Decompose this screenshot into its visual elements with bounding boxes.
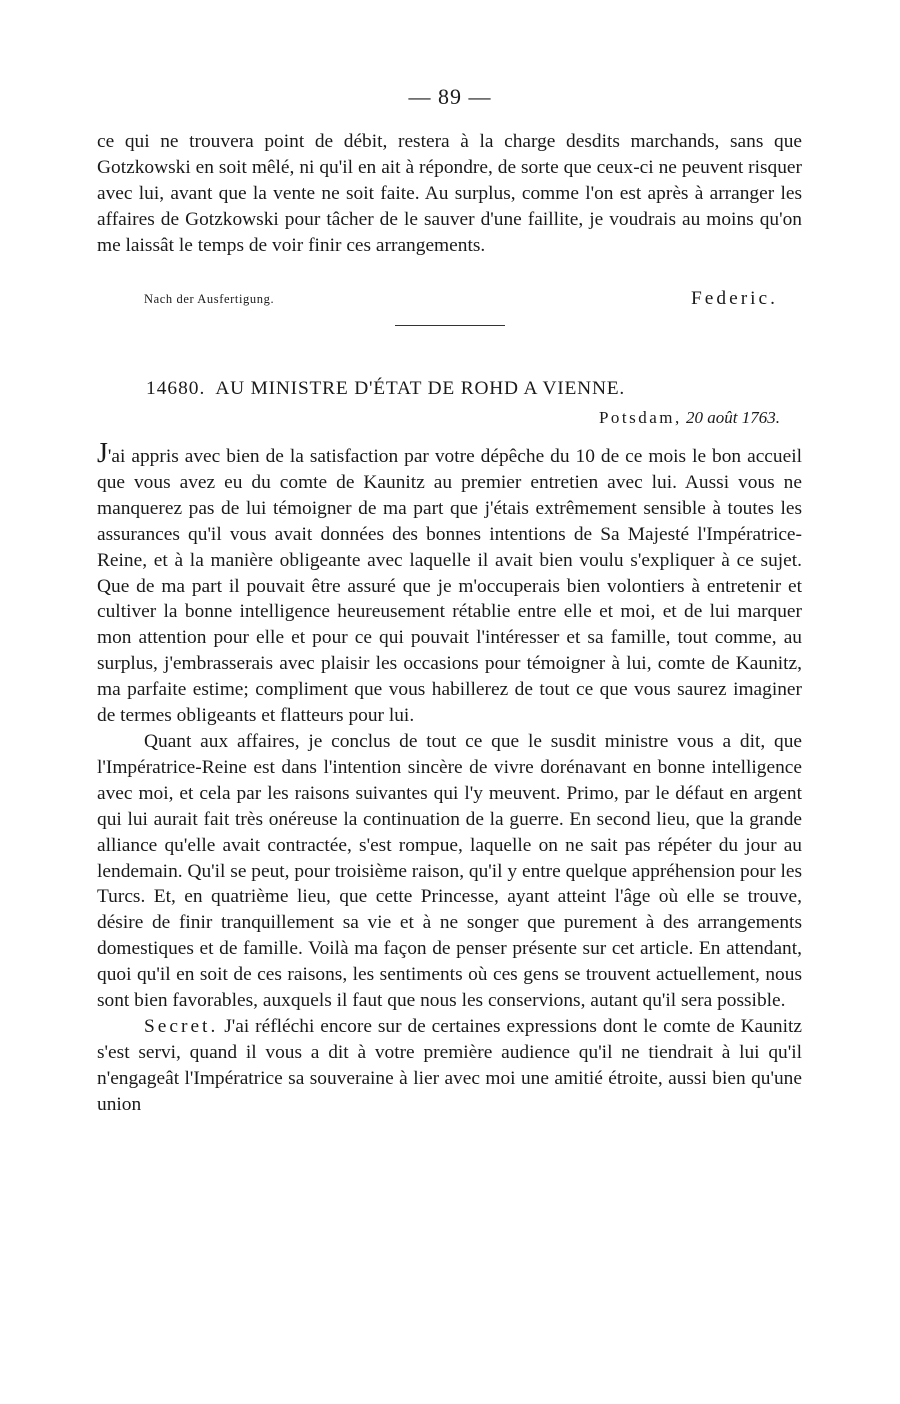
- text-line: faite. Au surplus, comme l'on est après à arranger les affaires de: [97, 182, 802, 230]
- text-line: Gotzkowski pour tâcher de le sauver d'une faillite, je voudrais au moins: [185, 208, 754, 230]
- text-line: sans que Gotzkowski en soit mêlé, ni qu'il en ait à répondre, de sorte: [97, 131, 802, 178]
- paragraph-text: J'ai réfléchi encore sur de certaines expressions dont le comte de Kaunitz s'est servi, quand il vous a dit à votre première audience qu'il ne tiendrait à lui qu'il n'engageât l'Impératrice sa souveraine à lier avec moi une amitié étroite, aussi bien qu'une union: [97, 1015, 802, 1115]
- letter-body: [97, 440, 802, 1118]
- letter-paragraph: [97, 1014, 802, 1118]
- dateline-date: 20 août 1763.: [686, 408, 780, 427]
- paragraph-text: 'ai appris avec bien de la satisfaction par votre dépêche du 10 de ce mois le bon accueil que vous avez eu du comte de Kaunitz au premier entretien avec lui. Aussi vous ne manquerez pas de lui témoigner de ma part que j'étais extrêmement sensible à toutes les assurances qu'il vous avait données des bonnes intentions de Sa Majesté l'Impératrice-Reine, et à la manière obligeante avec laquelle il avait bien voulu s'expliquer à ce sujet. Que de ma part il pouvait être assuré que je m'occuperais bien volontiers à entretenir et cultiver la bonne intelligence heureusement rétablie entre elle et moi, et de lui marquer mon attention pour elle et pour ce qui pouvait l'intéresser et sa famille, tout comme, au surplus, j'embrasserais avec plaisir les occasions pour témoigner à lui, comte de Kaunitz, ma parfaite estime; compliment que vous habillerez de tout ce que vous saurez imaginer de termes obligeants et flatteurs pour lui.: [97, 446, 802, 727]
- previous-letter-paragraph: [97, 129, 802, 259]
- section-separator: [395, 325, 505, 326]
- dateline: [599, 408, 780, 428]
- letter-paragraph: [97, 729, 802, 1014]
- drop-cap: J: [97, 438, 108, 469]
- secret-label: Secret.: [144, 1015, 219, 1037]
- text-line: qu'on me laissât le temps de voir finir ces arrangements.: [97, 208, 802, 256]
- text-line: que ceux-ci ne peuvent risquer avec lui, avant que la vente ne soit: [97, 156, 802, 204]
- page-number: — 89 —: [408, 84, 492, 109]
- letter-heading: [146, 378, 625, 400]
- letter-paragraph: [97, 440, 802, 729]
- text-line: ce qui ne trouvera point de débit, restera à la charge desdits marchands,: [97, 131, 720, 152]
- source-line: [97, 288, 802, 312]
- source-note: Nach der Ausfertigung.: [144, 292, 275, 306]
- paragraph-text: Quant aux affaires, je conclus de tout ce que le susdit ministre vous a dit, que l'Impératrice-Reine est dans l'intention sincère de vivre dorénavant en bonne intelligence avec moi, et cela par les raisons suivantes qui l'y meuvent. Primo, par le défaut en argent qui lui aurait fait très onéreuse la continuation de la guerre. En second lieu, que la grande alliance qu'elle avait contractée, s'est rompue, laquelle on ne sait pas répéter du jour au lendemain. Qu'il se peut, pour troisième raison, qu'il y entre quelque appréhension pour les Turcs. Et, en quatrième lieu, que cette Princesse, ayant atteint l'âge où elle se trouve, désire de finir tranquillement sa vie et à ne songer que purement à des arrangements domestiques et de famille. Voilà ma façon de penser présente sur cet article. En attendant, quoi qu'il en soit de ces raisons, les sentiments où ces gens se trouvent actuellement, nous sont bien favorables, auxquels il faut que nous les conservions, autant qu'il sera possible.: [97, 730, 802, 1012]
- dateline-place: Potsdam,: [598, 408, 682, 427]
- previous-letter-ending: [97, 129, 802, 259]
- letter-number: 14680.: [146, 378, 206, 399]
- signature: Federic.: [691, 288, 778, 309]
- letter-title: AU MINISTRE D'ÉTAT DE ROHD A VIENNE.: [215, 378, 626, 399]
